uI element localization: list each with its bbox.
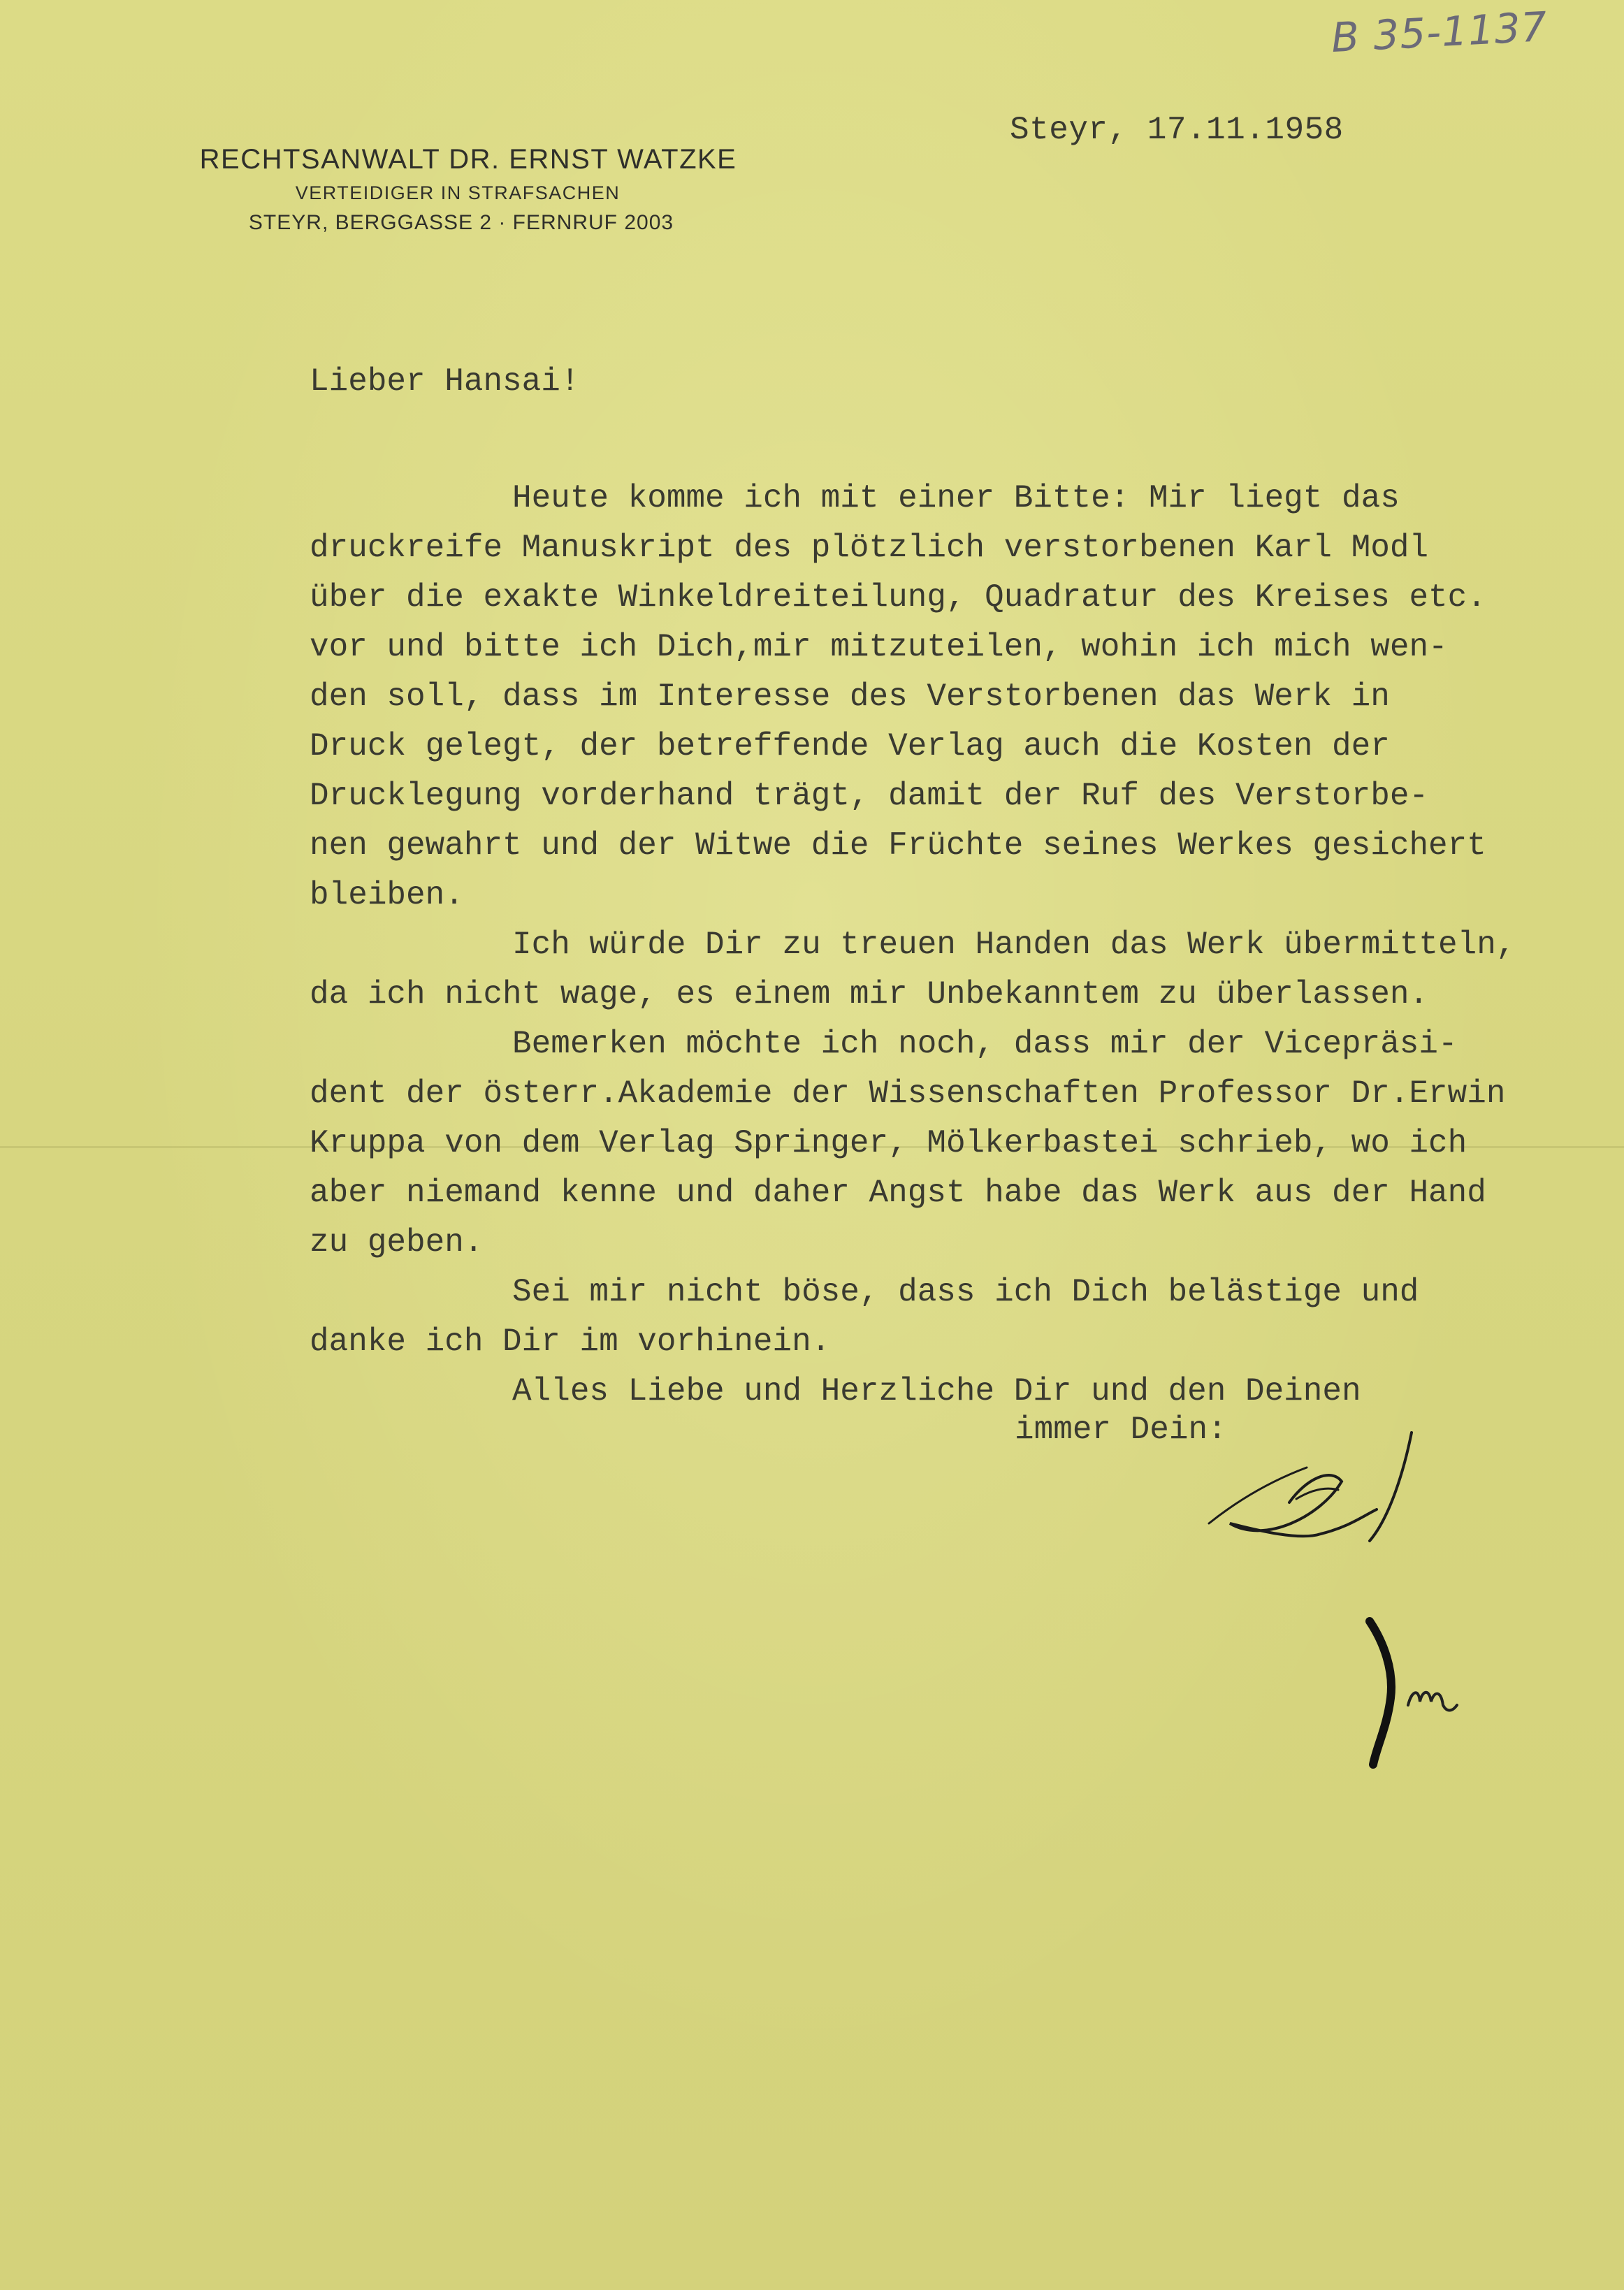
letterhead-subtitle: VERTEIDIGER IN STRAFSACHEN <box>295 182 621 203</box>
body-line: Ich würde Dir zu treuen Handen das Werk übermitteln, <box>512 927 1516 963</box>
body-line: über die exakte Winkeldreiteilung, Quadratur des Kreises etc. <box>310 579 1486 616</box>
archive-mark: B 35-1137 <box>1330 2 1549 62</box>
signature-handwritten <box>1202 1412 1495 1565</box>
body-line: aber niemand kenne und daher Angst habe das Werk aus der Hand <box>310 1175 1486 1211</box>
body-line: Druck gelegt, der betreffende Verlag auch die Kosten der <box>310 728 1390 764</box>
body-line: danke ich Dir im vorhinein. <box>310 1324 831 1360</box>
body-line: dent der österr.Akademie der Wissenschaften Professor Dr.Erwin <box>310 1075 1506 1112</box>
date-line: Steyr, 17.11.1958 <box>1010 112 1344 148</box>
initials-handwritten <box>1356 1614 1495 1775</box>
body-line: den soll, dass im Interesse des Verstorbenen das Werk in <box>310 679 1390 715</box>
letterhead-address: STEYR, BERGGASSE 2 · FERNRUF 2003 <box>248 211 674 234</box>
letterhead <box>140 140 797 239</box>
body-line: Sei mir nicht böse, dass ich Dich belästige und <box>512 1274 1419 1310</box>
body-line: da ich nicht wage, es einem mir Unbekanntem zu überlassen. <box>310 976 1429 1013</box>
body-line: zu geben. <box>310 1224 484 1261</box>
body-line: Alles Liebe und Herzliche Dir und den Deinen <box>512 1373 1361 1409</box>
letterhead-name: RECHTSANWALT DR. ERNST WATZKE <box>199 144 737 175</box>
body-line: Heute komme ich mit einer Bitte: Mir liegt das <box>512 480 1400 516</box>
body-line: bleiben. <box>310 877 464 913</box>
body-line: nen gewahrt und der Witwe die Früchte seines Werkes gesichert <box>310 827 1486 864</box>
closing-line: immer Dein: <box>1015 1412 1227 1448</box>
body-line: Drucklegung vorderhand trägt, damit der Ruf des Verstorbe- <box>310 778 1429 814</box>
salutation: Lieber Hansai! <box>310 363 580 400</box>
body-line: druckreife Manuskript des plötzlich verstorbenen Karl Modl <box>310 530 1429 566</box>
body-line: Kruppa von dem Verlag Springer, Mölkerbastei schrieb, wo ich <box>310 1125 1467 1161</box>
body-line: vor und bitte ich Dich,mir mitzuteilen, wohin ich mich wen- <box>310 629 1448 665</box>
letter-body <box>310 474 1567 1416</box>
body-line: Bemerken möchte ich noch, dass mir der Vicepräsi- <box>512 1026 1458 1062</box>
